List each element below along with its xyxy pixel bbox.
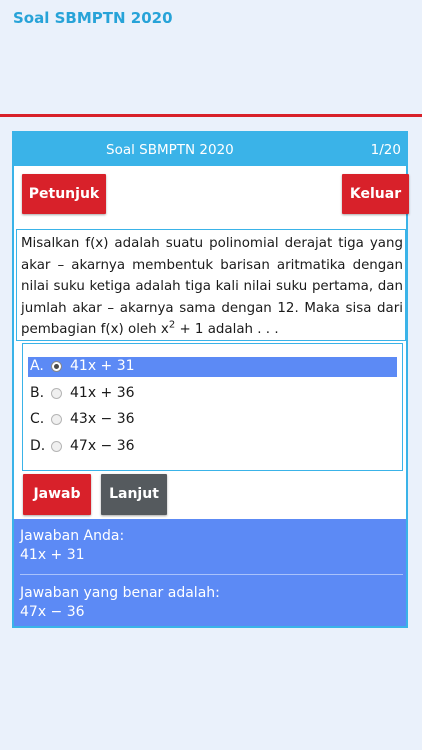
- option-text: 41x + 36: [70, 385, 135, 401]
- question-counter: 1/20: [370, 142, 401, 158]
- keluar-button[interactable]: Keluar: [342, 174, 409, 214]
- radio-selected-icon[interactable]: [51, 361, 62, 372]
- question-text-end: + 1 adalah . . .: [175, 322, 279, 337]
- your-answer-label: Jawaban Anda:: [20, 528, 125, 544]
- radio-icon[interactable]: [51, 388, 62, 399]
- lanjut-button[interactable]: Lanjut: [101, 474, 167, 515]
- radio-icon[interactable]: [51, 414, 62, 425]
- radio-icon[interactable]: [51, 441, 62, 452]
- option-letter: C.: [30, 411, 45, 427]
- your-answer-value: 41x + 31: [20, 547, 85, 563]
- question-text-main: Misalkan f(x) adalah suatu polinomial derajat tiga yang akar – akarnya membentuk barisan aritmatika dengan nilai suku ketiga adalah tiga kali nilai suku pertama, dan jumlah akar – akarnya sama dengan 12. Maka sisa dari pembagian f(x) oleh x: [21, 236, 403, 337]
- options-group: [22, 343, 403, 471]
- option-a[interactable]: [28, 357, 397, 377]
- option-letter: A.: [30, 358, 44, 374]
- app-title: Soal SBMPTN 2020: [13, 9, 173, 27]
- option-text: 43x − 36: [70, 411, 135, 427]
- option-letter: B.: [30, 385, 45, 401]
- card-header: [14, 133, 406, 166]
- question-text: [21, 233, 403, 341]
- question-box: [16, 229, 406, 341]
- option-b[interactable]: [28, 384, 397, 404]
- question-card: [12, 131, 408, 628]
- question-superscript: 2: [168, 319, 176, 331]
- correct-answer-value: 47x − 36: [20, 604, 85, 620]
- answer-panel: [14, 519, 406, 626]
- answer-divider: [20, 574, 403, 575]
- card-title: Soal SBMPTN 2020: [106, 142, 234, 158]
- option-text: 47x − 36: [70, 438, 135, 454]
- option-text: 41x + 31: [70, 358, 135, 374]
- jawab-button[interactable]: Jawab: [23, 474, 91, 515]
- option-c[interactable]: [28, 410, 397, 430]
- petunjuk-button[interactable]: Petunjuk: [22, 174, 106, 214]
- option-letter: D.: [30, 438, 46, 454]
- correct-answer-label: Jawaban yang benar adalah:: [20, 585, 220, 601]
- appbar-divider: [0, 114, 422, 117]
- option-d[interactable]: [28, 437, 397, 457]
